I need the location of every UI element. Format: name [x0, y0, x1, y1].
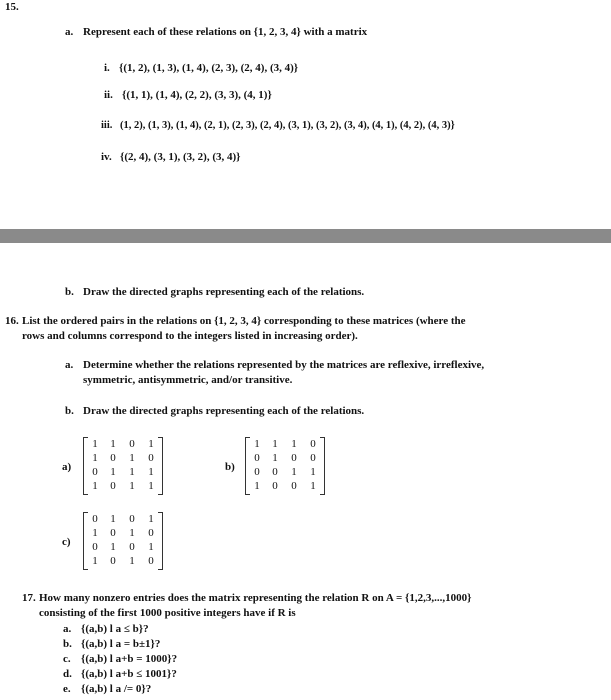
matrix-cell: 0 [110, 480, 116, 492]
matrix-cell: 0 [110, 527, 116, 539]
matrix-a [83, 437, 163, 495]
matrix-cell: 1 [148, 438, 154, 450]
matrix-row [91, 554, 155, 568]
matrix-row [253, 479, 317, 493]
matrix-a-label: a) [62, 461, 72, 473]
matrix-cell: 1 [148, 513, 154, 525]
matrix-cell: 0 [92, 513, 98, 525]
matrix-cell: 0 [254, 452, 260, 464]
matrix-row [91, 526, 155, 540]
matrix-row [91, 451, 155, 465]
matrix-cell: 1 [148, 480, 154, 492]
matrix-cell: 0 [148, 555, 154, 567]
matrix-row [253, 451, 317, 465]
matrix-cell: 0 [129, 541, 135, 553]
matrix-row [91, 437, 155, 451]
matrix-cell: 0 [129, 438, 135, 450]
q15-b-label: b. [65, 286, 74, 298]
q17-option-c-label: c. [63, 653, 71, 665]
section-divider [0, 229, 611, 243]
matrix-cell: 1 [310, 480, 316, 492]
matrix-cell: 1 [92, 480, 98, 492]
matrix-left-bracket [83, 512, 88, 570]
q17-option-b-text: {(a,b) l a = b±1}? [81, 638, 161, 650]
matrix-cell: 0 [310, 452, 316, 464]
q17-option-b-label: b. [63, 638, 72, 650]
matrix-cell: 0 [310, 438, 316, 450]
q16-text-line1: List the ordered pairs in the relations on {1, 2, 3, 4} corresponding to these matrices (where the [22, 315, 466, 327]
q17-text-line1: How many nonzero entries does the matrix representing the relation R on A = {1,2,3,...,1000} [39, 592, 472, 604]
q17-option-e-label: e. [63, 683, 71, 695]
q16-text-line2: rows and columns correspond to the integers listed in increasing order). [22, 330, 358, 342]
matrix-row [91, 465, 155, 479]
matrix-cell: 0 [272, 480, 278, 492]
matrix-right-bracket [320, 437, 325, 495]
q15-a-text: Represent each of these relations on {1, 2, 3, 4} with a matrix [83, 26, 368, 38]
matrix-cell: 0 [148, 527, 154, 539]
q15-item-iv-text: {(2, 4), (3, 1), (3, 2), (3, 4)} [120, 151, 241, 163]
matrix-left-bracket [83, 437, 88, 495]
matrix-row [91, 540, 155, 554]
matrix-cell: 1 [110, 513, 116, 525]
matrix-cell: 1 [310, 466, 316, 478]
q15-item-iii-label: iii. [101, 120, 113, 131]
q17-option-d-label: d. [63, 668, 72, 680]
matrix-cell: 0 [92, 466, 98, 478]
q15-b-text: Draw the directed graphs representing each of the relations. [83, 286, 365, 298]
matrix-cell: 1 [110, 541, 116, 553]
matrix-cell: 1 [254, 480, 260, 492]
q16-b-text: Draw the directed graphs representing each of the relations. [83, 405, 365, 417]
matrix-cell: 1 [129, 480, 135, 492]
q16-a-line2: symmetric, antisymmetric, and/or transitive. [83, 374, 293, 386]
matrix-cell: 0 [92, 541, 98, 553]
q16-a-line1: Determine whether the relations represented by the matrices are reflexive, irreflexive, [83, 359, 485, 371]
matrix-c [83, 512, 163, 570]
matrix-cell: 0 [129, 513, 135, 525]
matrix-cell: 0 [291, 452, 297, 464]
matrix-cell: 1 [110, 466, 116, 478]
matrix-b-label: b) [225, 461, 235, 473]
q15-item-i-text: {(1, 2), (1, 3), (1, 4), (2, 3), (2, 4), (3, 4)} [119, 62, 299, 74]
matrix-cell: 1 [110, 438, 116, 450]
q15-item-i-label: i. [104, 62, 110, 74]
matrix-cell: 1 [129, 555, 135, 567]
q15-a-label: a. [65, 26, 74, 38]
q15-item-iii-text: (1, 2), (1, 3), (1, 4), (2, 1), (2, 3), (2, 4), (3, 1), (3, 2), (3, 4), (4, 1), (4, 2), (4, 3)} [120, 120, 455, 131]
matrix-cell: 0 [272, 466, 278, 478]
matrix-cell: 0 [148, 452, 154, 464]
matrix-cell: 1 [254, 438, 260, 450]
q15-item-ii-text: {(1, 1), (1, 4), (2, 2), (3, 3), (4, 1)} [122, 89, 272, 101]
matrix-cell: 1 [92, 527, 98, 539]
q15-item-iv-label: iv. [101, 151, 112, 163]
matrix-cell: 0 [110, 452, 116, 464]
matrix-cell: 1 [272, 438, 278, 450]
matrix-right-bracket [158, 512, 163, 570]
matrix-cell: 1 [148, 541, 154, 553]
q17-option-a-text: {(a,b) l a ≤ b}? [81, 623, 149, 635]
q17-number: 17. [22, 592, 36, 604]
matrix-cell: 0 [291, 480, 297, 492]
matrix-cell: 0 [110, 555, 116, 567]
q17-option-c-text: {(a,b) l a+b = 1000}? [81, 653, 178, 665]
matrix-b [245, 437, 325, 495]
matrix-cell: 1 [272, 452, 278, 464]
q17-text-line2: consisting of the first 1000 positive integers have if R is [39, 607, 296, 619]
q16-a-label: a. [65, 359, 74, 371]
matrix-right-bracket [158, 437, 163, 495]
matrix-left-bracket [245, 437, 250, 495]
q17-option-a-label: a. [63, 623, 72, 635]
matrix-row [253, 465, 317, 479]
q16-b-label: b. [65, 405, 74, 417]
matrix-cell: 1 [291, 438, 297, 450]
matrix-cell: 1 [92, 555, 98, 567]
matrix-row [91, 512, 155, 526]
matrix-cell: 0 [254, 466, 260, 478]
matrix-cell: 1 [148, 466, 154, 478]
matrix-row [253, 437, 317, 451]
matrix-cell: 1 [92, 438, 98, 450]
matrix-cell: 1 [129, 527, 135, 539]
q15-number: 15. [5, 1, 19, 13]
matrix-cell: 1 [129, 466, 135, 478]
matrix-c-label: c) [62, 536, 71, 548]
matrix-row [91, 479, 155, 493]
q16-number: 16. [5, 315, 19, 327]
matrix-cell: 1 [92, 452, 98, 464]
matrix-cell: 1 [129, 452, 135, 464]
q17-option-d-text: {(a,b) l a+b ≤ 1001}? [81, 668, 177, 680]
q17-option-e-text: {(a,b) l a /= 0}? [81, 683, 152, 695]
q15-item-ii-label: ii. [104, 89, 113, 101]
matrix-cell: 1 [291, 466, 297, 478]
